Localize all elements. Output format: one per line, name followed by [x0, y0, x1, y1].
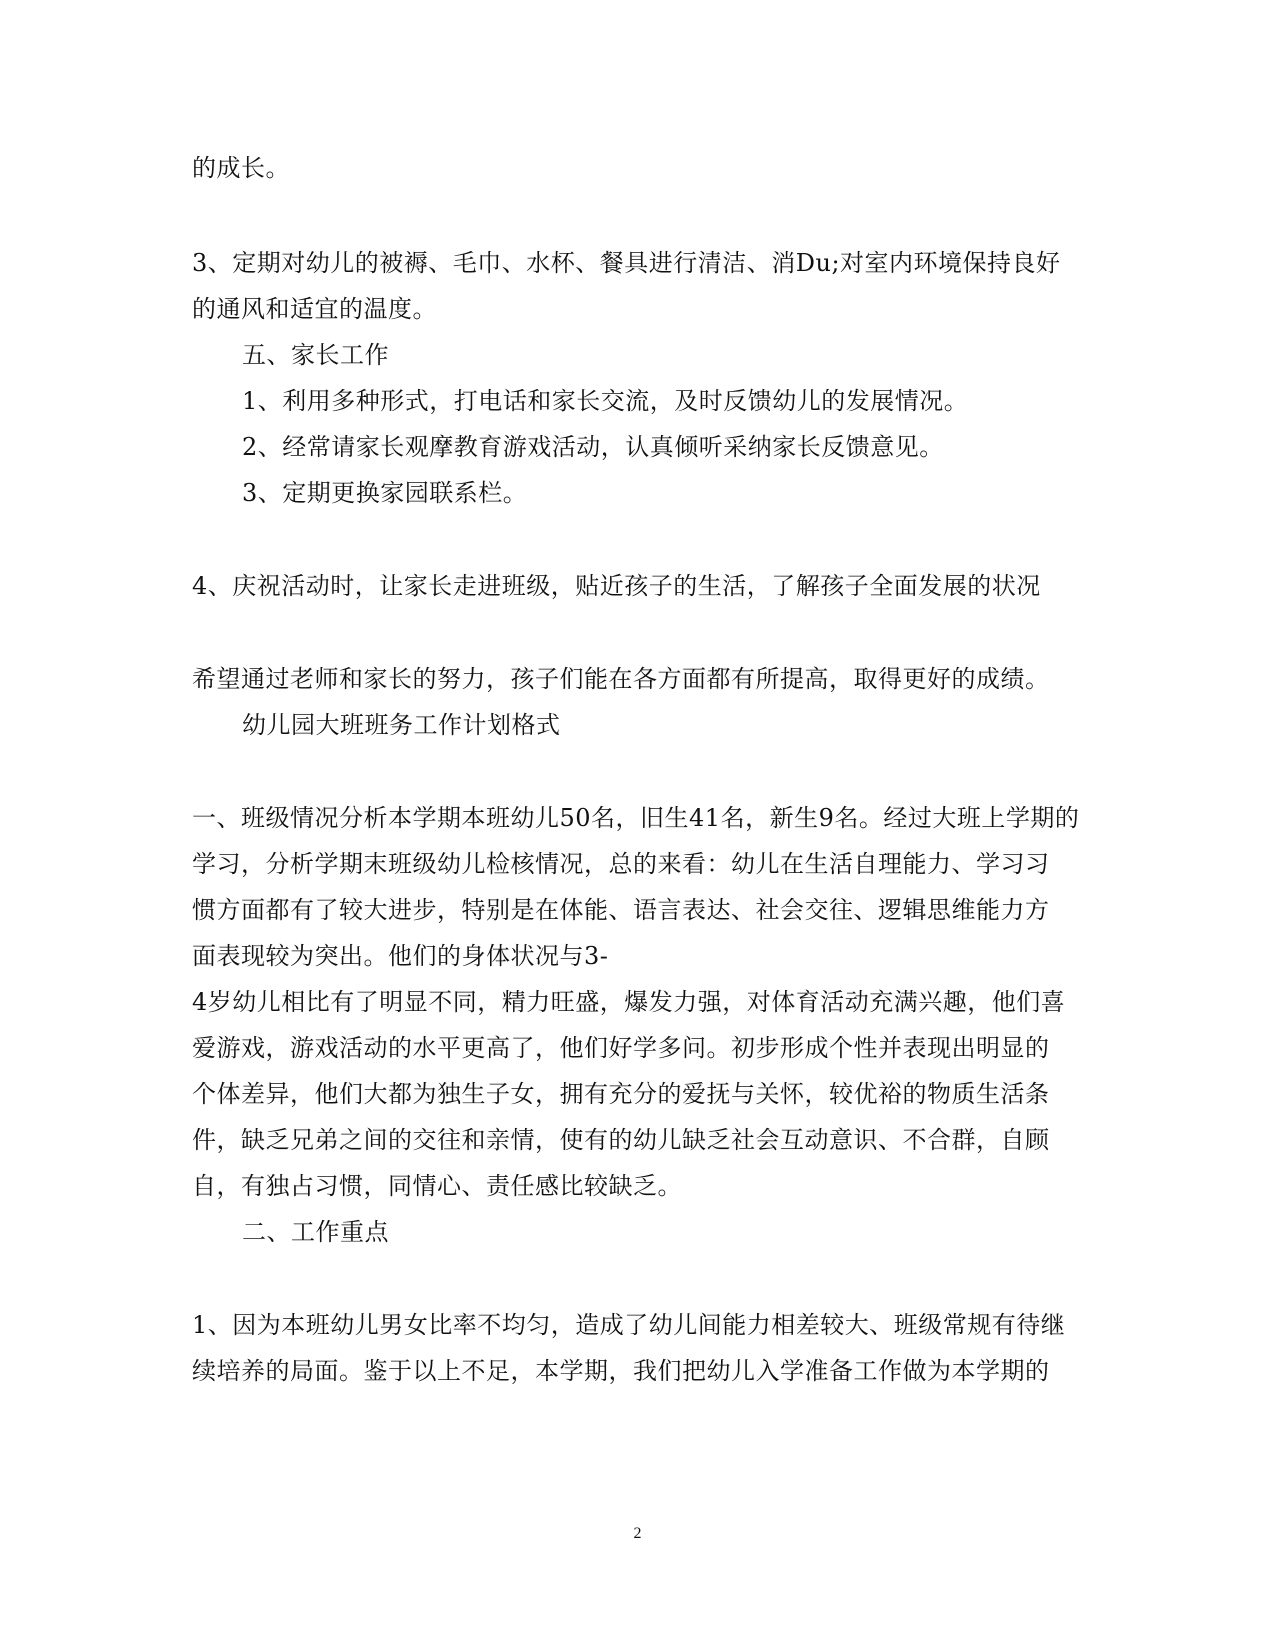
text-line: 1、因为本班幼儿男女比率不均匀，造成了幼儿间能力相差较大、班级常规有待继 [192, 1311, 1066, 1339]
text-line: 1、利用多种形式，打电话和家长交流，及时反馈幼儿的发展情况。 [242, 387, 969, 415]
text-line: 4岁幼儿相比有了明显不同，精力旺盛，爆发力强，对体育活动充满兴趣，他们喜 [192, 988, 1066, 1016]
text-line: 爱游戏，游戏活动的水平更高了，他们好学多问。初步形成个性并表现出明显的 [192, 1034, 1050, 1062]
text-line: 学习，分析学期末班级幼儿检核情况，总的来看：幼儿在生活自理能力、学习习 [192, 850, 1050, 878]
text-line: 自，有独占习惯，同情心、责任感比较缺乏。 [192, 1172, 682, 1200]
text-line: 4、庆祝活动时，让家长走进班级，贴近孩子的生活，了解孩子全面发展的状况 [192, 572, 1041, 600]
text-line: 一、班级情况分析本学期本班幼儿50名，旧生41名，新生9名。经过大班上学期的 [192, 804, 1080, 832]
document-title: 幼儿园大班班务工作计划格式 [242, 711, 561, 739]
text-line: 续培养的局面。鉴于以上不足，本学期，我们把幼儿入学准备工作做为本学期的 [192, 1357, 1050, 1385]
text-line: 2、经常请家长观摩教育游戏活动，认真倾听采纳家长反馈意见。 [242, 433, 944, 461]
section-heading: 二、工作重点 [242, 1218, 389, 1246]
text-line: 希望通过老师和家长的努力，孩子们能在各方面都有所提高，取得更好的成绩。 [192, 665, 1050, 693]
page-number: 2 [633, 1525, 642, 1542]
section-heading: 五、家长工作 [242, 341, 389, 369]
text-line: 的通风和适宜的温度。 [192, 295, 437, 323]
text-line: 3、定期更换家园联系栏。 [242, 479, 528, 507]
text-line: 面表现较为突出。他们的身体状况与3- [192, 942, 609, 970]
text-line: 的成长。 [192, 154, 290, 182]
text-line: 惯方面都有了较大进步，特别是在体能、语言表达、社会交往、逻辑思维能力方 [192, 896, 1050, 924]
text-line: 3、定期对幼儿的被褥、毛巾、水杯、餐具进行清洁、消Du;对室内环境保持良好 [192, 249, 1061, 277]
text-line: 件，缺乏兄弟之间的交往和亲情，使有的幼儿缺乏社会互动意识、不合群，自顾 [192, 1126, 1050, 1154]
text-line: 个体差异，他们大都为独生子女，拥有充分的爱抚与关怀，较优裕的物质生活条 [192, 1080, 1050, 1108]
